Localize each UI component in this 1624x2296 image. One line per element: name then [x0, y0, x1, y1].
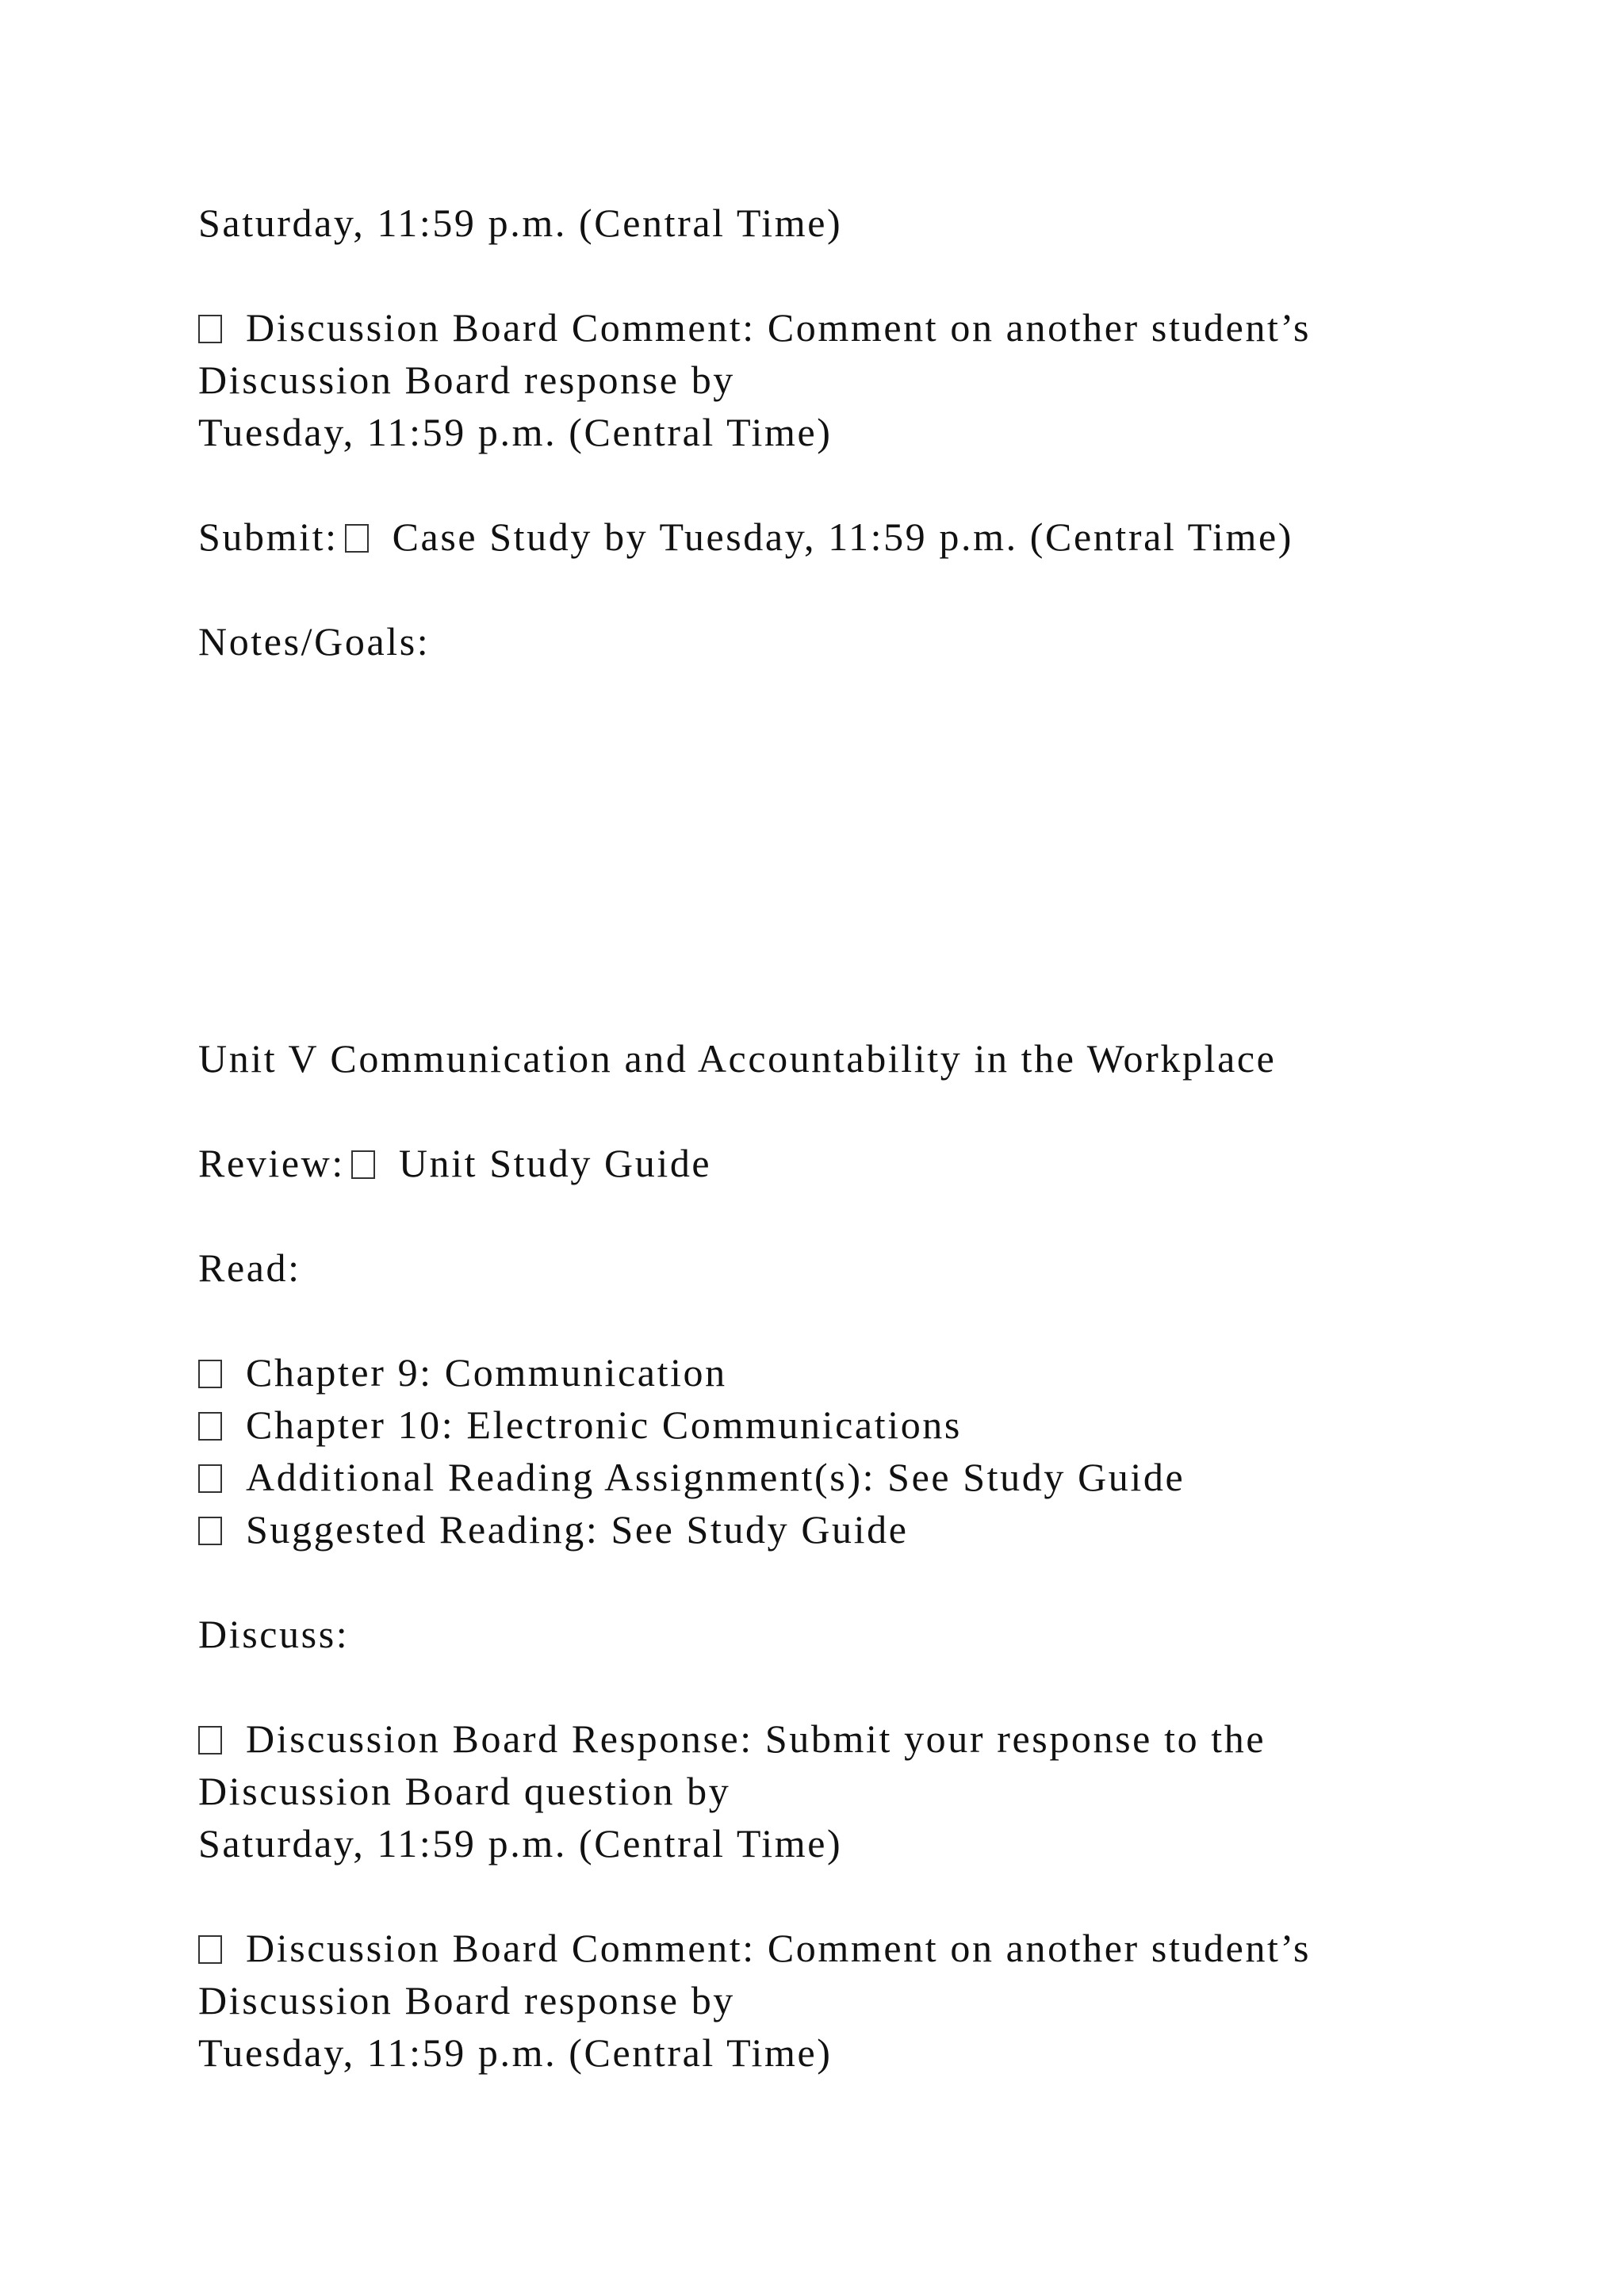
discuss-heading: Discuss: — [198, 1612, 350, 1656]
comment-continuation-line: Discussion Board response by — [198, 1978, 735, 2022]
missing-glyph-box-icon — [198, 1726, 222, 1755]
read-item-text: Additional Reading Assignment(s): See Study Guide — [246, 1455, 1185, 1499]
read-list-item — [198, 1350, 727, 1395]
comment-text: Discussion Board Comment: Comment on another student’s — [246, 305, 1312, 350]
review-text: Unit Study Guide — [398, 1141, 712, 1185]
missing-glyph-box-icon — [345, 524, 369, 553]
missing-glyph-box-icon — [198, 1935, 222, 1964]
comment-bullet-line — [198, 1928, 1311, 1968]
missing-glyph-box-icon — [351, 1150, 375, 1179]
submit-line — [198, 517, 1293, 557]
comment-bullet-line — [198, 305, 1312, 350]
read-item-text: Chapter 10: Electronic Communications — [246, 1402, 962, 1447]
missing-glyph-box-icon — [198, 1360, 222, 1388]
review-label: Review: — [198, 1141, 345, 1185]
response-deadline-line: Saturday, 11:59 p.m. (Central Time) — [198, 1821, 843, 1866]
deadline-saturday-line: Saturday, 11:59 p.m. (Central Time) — [198, 201, 843, 245]
comment-deadline-line: Tuesday, 11:59 p.m. (Central Time) — [198, 2030, 833, 2075]
response-bullet-line — [198, 1716, 1266, 1761]
unit-title: Unit V Communication and Accountability in the Workplace — [198, 1036, 1277, 1081]
response-continuation-line: Discussion Board question by — [198, 1769, 731, 1813]
read-list-item — [198, 1402, 962, 1447]
comment-deadline-line: Tuesday, 11:59 p.m. (Central Time) — [198, 410, 833, 454]
read-heading: Read: — [198, 1246, 301, 1290]
comment-continuation-line: Discussion Board response by — [198, 358, 735, 402]
read-item-text: Suggested Reading: See Study Guide — [246, 1507, 909, 1552]
missing-glyph-box-icon — [198, 1517, 222, 1545]
review-line — [198, 1143, 711, 1183]
missing-glyph-box-icon — [198, 315, 222, 343]
submit-label: Submit: — [198, 515, 339, 559]
comment-text: Discussion Board Comment: Comment on another student’s — [246, 1926, 1312, 1970]
notes-goals-heading: Notes/Goals: — [198, 619, 431, 664]
read-item-text: Chapter 9: Communication — [246, 1350, 727, 1395]
read-list-item — [198, 1457, 1185, 1497]
read-list-item — [198, 1507, 909, 1552]
submit-text: Case Study by Tuesday, 11:59 p.m. (Central Time) — [392, 515, 1293, 559]
missing-glyph-box-icon — [198, 1464, 222, 1493]
response-text: Discussion Board Response: Submit your response to the — [246, 1716, 1266, 1761]
missing-glyph-box-icon — [198, 1412, 222, 1441]
